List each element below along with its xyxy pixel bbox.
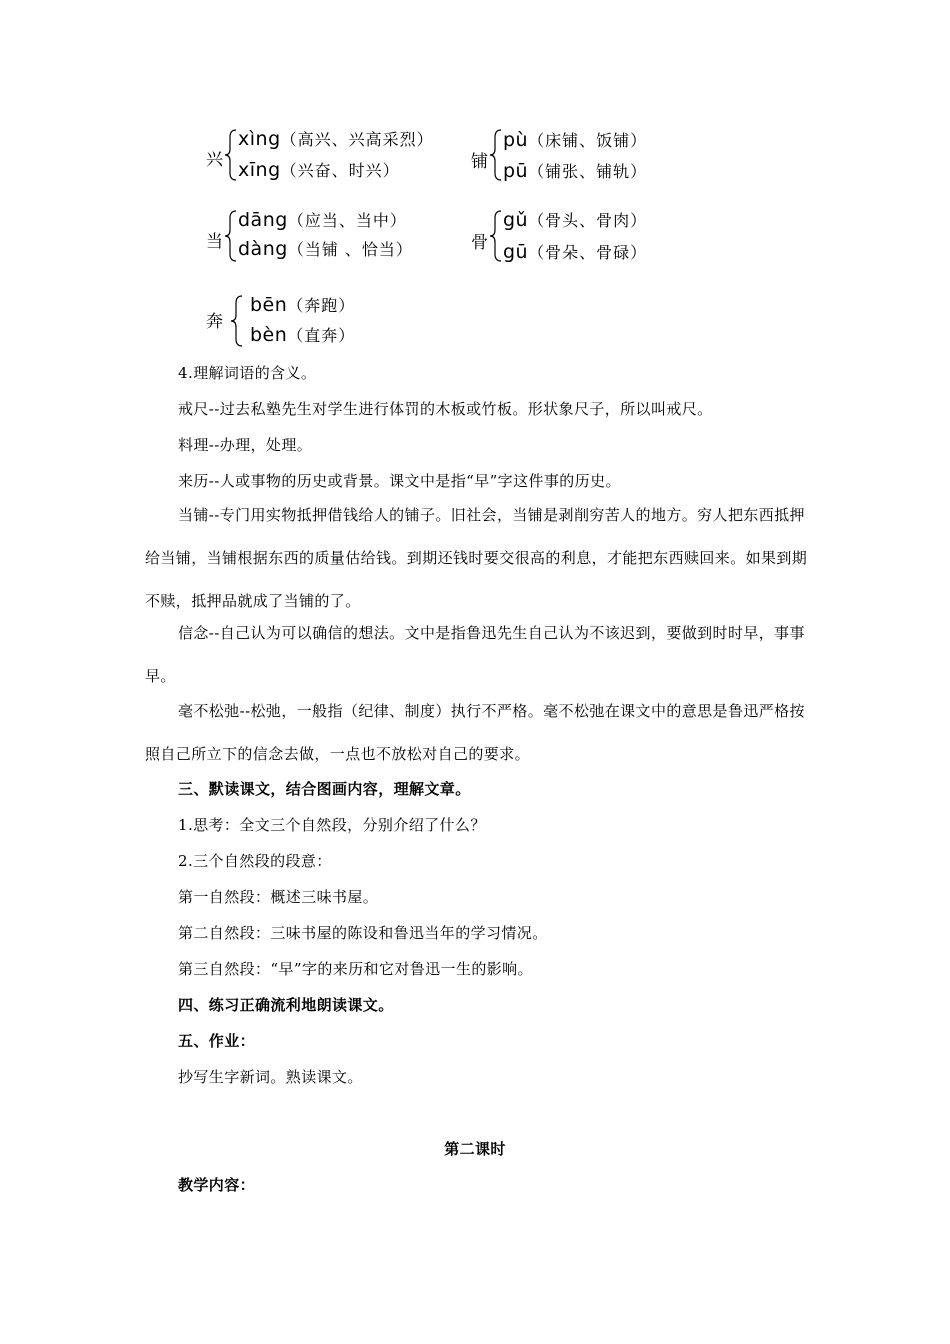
words-meaning-title: 4.理解词语的含义。	[178, 364, 317, 382]
paragraph-meaning-title: 2.三个自然段的段意：	[178, 852, 332, 870]
pinyin: xìng	[238, 128, 281, 150]
pinyin-group-ben	[206, 293, 386, 353]
reading-line	[250, 293, 355, 316]
paragraph-meaning-third: 第三自然段：“早”字的来历和它对鲁迅一生的影响。	[178, 960, 533, 978]
brace-icon	[224, 127, 238, 183]
polyphonic-char: 奔	[206, 312, 223, 332]
reading-line	[503, 159, 647, 182]
definition-xinnian: 信念--自己认为可以确信的想法。文中是指鲁迅先生自己认为不该迟到，要做到时时早，事事早。	[145, 624, 805, 685]
reading-line	[503, 240, 647, 263]
pinyin: dāng	[238, 209, 288, 231]
reading-line	[238, 127, 434, 150]
example-words: （高兴、兴高采烈）	[280, 130, 434, 149]
reading-line	[238, 158, 400, 181]
pinyin: gǔ	[503, 209, 529, 231]
pinyin: dàng	[238, 238, 288, 260]
pinyin-group-xing	[206, 127, 466, 187]
polyphonic-char: 当	[206, 232, 223, 252]
teaching-content-heading: 教学内容：	[178, 1176, 256, 1194]
definition-liaoli: 料理--办理，处理。	[178, 436, 313, 454]
reading-line	[238, 208, 407, 231]
example-words: （直奔）	[287, 326, 356, 345]
definition-dangpu: 当铺--专门用实物抵押借钱给人的铺子。旧社会，当铺是剥削穷苦人的地方。穷人把东西抵押给当铺，当铺根据东西的质量估给钱。到期还钱时要交很高的利息，才能把东西赎回来。如果到期不赎，抵押品就成了当铺的了。	[145, 506, 808, 610]
section-heading-five: 五、作业：	[178, 1032, 256, 1050]
pinyin: xīng	[238, 159, 281, 181]
brace-icon	[489, 208, 503, 264]
pinyin: gū	[503, 241, 529, 263]
reading-line	[250, 323, 355, 346]
pinyin: pū	[503, 160, 529, 182]
pinyin-group-pu	[471, 127, 681, 187]
example-words: （应当、当中）	[287, 211, 407, 230]
polyphonic-char: 兴	[206, 150, 223, 170]
example-words: （床铺、饭铺）	[528, 131, 648, 150]
pinyin: bēn	[250, 294, 288, 316]
pinyin: pù	[503, 129, 529, 151]
example-words: （骨朵、骨碌）	[528, 243, 648, 262]
brace-icon	[224, 208, 238, 264]
polyphonic-char: 铺	[471, 152, 488, 172]
section-heading-four: 四、练习正确流利地朗读课文。	[178, 996, 394, 1014]
homework-text: 抄写生字新词。熟读课文。	[178, 1068, 363, 1086]
example-words: （铺张、铺轨）	[528, 162, 648, 181]
brace-icon	[489, 127, 503, 183]
lesson-two-title: 第二课时	[444, 1140, 506, 1158]
definition-jiechi: 戒尺--过去私塾先生对学生进行体罚的木板或竹板。形状象尺子，所以叫戒尺。	[178, 400, 713, 418]
example-words: （兴奋、时兴）	[280, 161, 400, 180]
definition-haobu: 毫不松弛--松弛，一般指（纪律、制度）执行不严格。毫不松弛在课文中的意思是鲁迅严格按照自己所立下的信念去做，一点也不放松对自己的要求。	[145, 702, 805, 763]
definition-laili: 来历--人或事物的历史或背景。课文中是指“早”字这件事的历史。	[178, 472, 621, 490]
example-words: （当铺 、恰当）	[287, 240, 413, 259]
section-heading-three: 三、默读课文，结合图画内容，理解文章。	[178, 780, 471, 798]
pinyin-group-dang	[206, 208, 436, 268]
polyphonic-char: 骨	[471, 233, 488, 253]
brace-icon	[230, 293, 244, 349]
example-words: （骨头、骨肉）	[528, 211, 648, 230]
reading-line	[503, 208, 647, 231]
paragraph-meaning-first: 第一自然段：概述三味书屋。	[178, 888, 379, 906]
pinyin: bèn	[250, 324, 288, 346]
reading-line	[238, 237, 413, 260]
reading-line	[503, 128, 647, 151]
pinyin-group-gu	[471, 208, 681, 268]
question-think: 1.思考：全文三个自然段，分别介绍了什么？	[178, 816, 486, 834]
paragraph-meaning-second: 第二自然段：三味书屋的陈设和鲁迅当年的学习情况。	[178, 924, 548, 942]
example-words: （奔跑）	[287, 296, 356, 315]
